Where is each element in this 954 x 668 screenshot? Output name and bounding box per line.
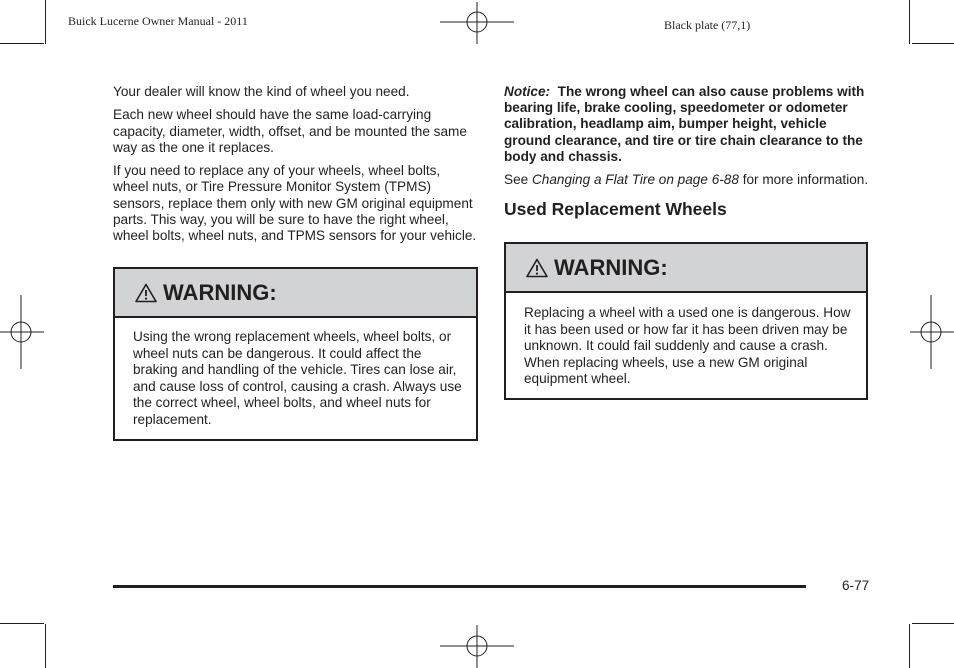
header-plate-info: Black plate (77,1) xyxy=(664,18,751,32)
crop-mark xyxy=(912,623,954,624)
crop-mark xyxy=(45,0,46,44)
crop-mark xyxy=(909,0,910,44)
cross-reference-link[interactable]: Changing a Flat Tire on page 6-88 xyxy=(531,172,739,188)
warning-box xyxy=(504,242,868,400)
crop-mark xyxy=(0,43,44,44)
crop-mark xyxy=(45,624,46,668)
registration-mark-icon xyxy=(440,2,514,44)
warning-header xyxy=(115,269,476,318)
warning-text: Replacing a wheel with a used one is dangerous. How it has been used or how far it has been driven may be unknown. It could fail suddenly and cause a crash. When replacing wheels, use a new GM original equipment wheel. xyxy=(524,305,851,386)
paragraph: If you need to replace any of your wheels, wheel bolts, wheel nuts, or Tire Pressure Monitor System (TPMS) sensors, replace them only with new GM original equipment parts. This way, you will be sure to have the right wheel, wheel bolts, wheel nuts, and TPMS sensors for your vehicle. xyxy=(113,163,477,244)
left-column xyxy=(113,84,477,245)
see-suffix: for more information. xyxy=(742,172,869,188)
paragraph: Your dealer will know the kind of wheel you need. xyxy=(113,84,410,99)
registration-mark-icon xyxy=(440,625,514,668)
warning-title: WARNING: xyxy=(163,279,277,305)
crop-mark xyxy=(912,43,954,44)
warning-box xyxy=(113,267,478,441)
notice-paragraph xyxy=(504,84,872,165)
warning-triangle-icon xyxy=(526,258,548,278)
registration-mark-icon xyxy=(910,295,954,369)
notice-text: The wrong wheel can also cause problems with bearing life, brake cooling, speedometer or odometer calibration, headlamp aim, bumper height, vehicle ground clearance, and tire or tire chain clearance to the body and chassis. xyxy=(504,84,865,164)
section-heading: Used Replacement Wheels xyxy=(504,199,727,220)
footer-rule xyxy=(113,585,806,588)
page-number: 6-77 xyxy=(842,578,870,593)
see-prefix: See xyxy=(504,172,529,188)
see-reference-paragraph xyxy=(504,172,872,188)
warning-triangle-icon xyxy=(135,283,157,303)
paragraph: Each new wheel should have the same load-carrying capacity, diameter, width, offset, and be mounted the same way as the one it replaces. xyxy=(113,107,467,155)
notice-label: Notice: xyxy=(504,84,551,99)
warning-header xyxy=(506,244,866,293)
header-manual-title: Buick Lucerne Owner Manual - 2011 xyxy=(68,14,248,28)
warning-text: Using the wrong replacement wheels, wheel bolts, or wheel nuts can be dangerous. It could affect the braking and handling of the vehicle. Tires can lose air, and cause loss of control, causing a crash. Always use the correct wheel, wheel bolts, and wheel nuts for replacement. xyxy=(133,329,462,427)
registration-mark-icon xyxy=(0,295,44,369)
warning-title: WARNING: xyxy=(554,254,668,280)
crop-mark xyxy=(909,624,910,668)
right-column xyxy=(504,84,872,220)
crop-mark xyxy=(0,623,44,624)
